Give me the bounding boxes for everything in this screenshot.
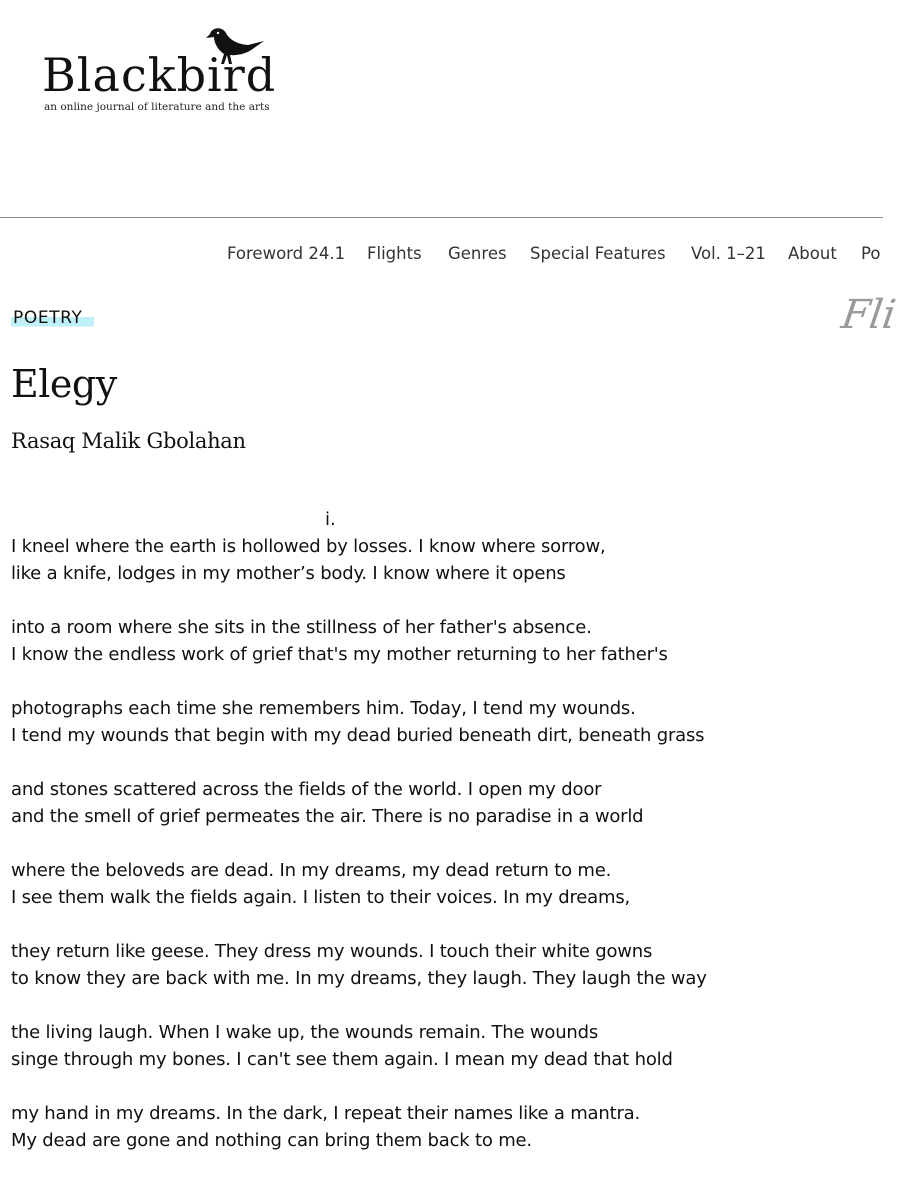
poem-title: Elegy — [11, 362, 117, 406]
poem-line: and stones scattered across the fields of the world. I open my door — [11, 779, 602, 800]
main-nav — [0, 244, 883, 268]
nav-item-genres[interactable]: Genres — [448, 244, 507, 263]
genre-tag[interactable]: POETRY — [11, 308, 94, 328]
site-logo[interactable] — [42, 24, 282, 124]
poem-line: photographs each time she remembers him. Today, I tend my wounds. — [11, 698, 636, 719]
poem-line: the living laugh. When I wake up, the wounds remain. The wounds — [11, 1022, 599, 1043]
logo-wordmark: Blackbird — [42, 48, 277, 102]
poem-line: I see them walk the fields again. I listen to their voices. In my dreams, — [11, 887, 631, 908]
poem-line: and the smell of grief permeates the air. There is no paradise in a world — [11, 806, 644, 827]
poem-line: my hand in my dreams. In the dark, I repeat their names like a mantra. — [11, 1103, 640, 1124]
header-divider — [0, 217, 883, 218]
nav-item-special-features[interactable]: Special Features — [530, 244, 666, 263]
poem-line: into a room where she sits in the stillness of her father's absence. — [11, 617, 592, 638]
poem-author: Rasaq Malik Gbolahan — [11, 429, 246, 453]
poem-line: where the beloveds are dead. In my dreams, my dead return to me. — [11, 860, 612, 881]
poem-line: I know the endless work of grief that's my mother returning to her father's — [11, 644, 668, 665]
nav-item-truncated[interactable]: Po — [861, 244, 881, 263]
poem-line: singe through my bones. I can't see them again. I mean my dead that hold — [11, 1049, 673, 1070]
section-number: i. — [325, 509, 336, 530]
poem-line: I tend my wounds that begin with my dead buried beneath dirt, beneath grass — [11, 725, 705, 746]
nav-item-about[interactable]: About — [788, 244, 837, 263]
logo-tagline: an online journal of literature and the arts — [44, 101, 270, 113]
poem-line: they return like geese. They dress my wounds. I touch their white gowns — [11, 941, 653, 962]
poem-line: I kneel where the earth is hollowed by losses. I know where sorrow, — [11, 536, 606, 557]
nav-item-volumes[interactable]: Vol. 1–21 — [691, 244, 766, 263]
nav-item-flights[interactable]: Flights — [367, 244, 422, 263]
site-header — [0, 0, 883, 218]
flights-script-label: Fli — [838, 292, 899, 338]
poem-line: to know they are back with me. In my dreams, they laugh. They laugh the way — [11, 968, 707, 989]
poem-line: like a knife, lodges in my mother’s body. I know where it opens — [11, 563, 566, 584]
poem-line: My dead are gone and nothing can bring them back to me. — [11, 1130, 532, 1151]
nav-item-foreword[interactable]: Foreword 24.1 — [227, 244, 346, 263]
